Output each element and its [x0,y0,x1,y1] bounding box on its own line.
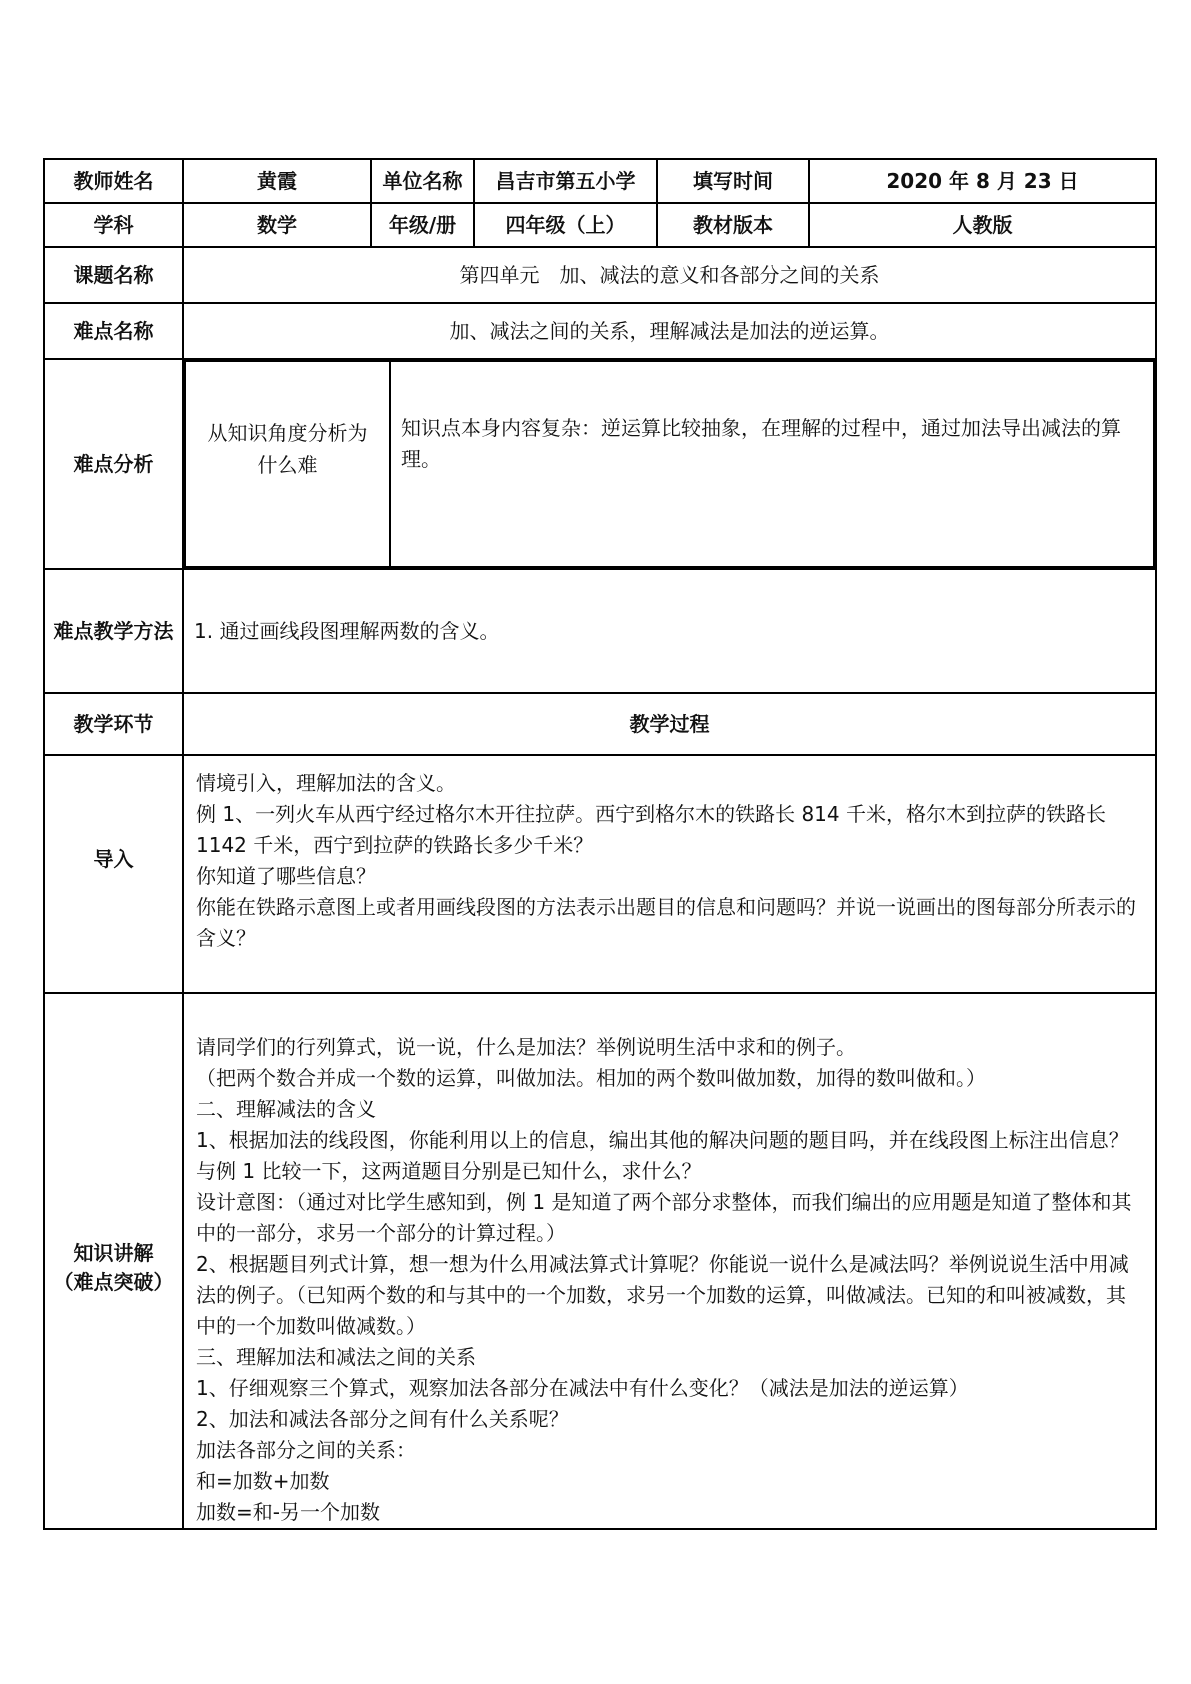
knowledge-label-text [45,1225,182,1297]
intro-content [183,755,1156,993]
unit-name-label: 单位名称 [371,159,474,203]
header-row-2 [44,203,1156,247]
analysis-text-cell [390,361,1154,567]
knowledge-row [44,993,1156,1529]
analysis-subtable [184,360,1155,568]
teacher-name-value: 黄霞 [183,159,371,203]
knowledge-line: 二、理解减法的含义 [196,1097,376,1121]
topic-label: 课题名称 [44,247,183,303]
analysis-text: 知识点本身内容复杂：逆运算比较抽象，在理解的过程中，通过加法导出减法的算理。 [401,416,1121,471]
knowledge-line: 2、根据题目列式计算，想一想为什么用减法算式计算呢？你能说一说什么是减法吗？举例说说生活中用减法的例子。（已知两个数的和与其中的一个加数，求另一个加数的运算，叫做减法。已知的和叫被减数，其中的一个加数叫做减数。） [196,1252,1129,1338]
knowledge-line: 加数=和-另一个加数 [196,1500,380,1524]
analysis-sub-label-text: 从知识角度分析为什么难 [207,421,368,477]
analysis-row [44,359,1156,569]
grade-value: 四年级（上） [474,203,657,247]
teaching-process-label: 教学过程 [183,693,1156,755]
lesson-plan-table [43,158,1157,1530]
knowledge-line: 请同学们的行列算式，说一说，什么是加法？举例说明生活中求和的例子。 [196,1035,856,1059]
intro-line: 你能在铁路示意图上或者用画线段图的方法表示出题目的信息和问题吗？并说一说画出的图每部分所表示的含义？ [196,895,1136,950]
edition-value: 人教版 [809,203,1156,247]
edition-label: 教材版本 [657,203,809,247]
difficulty-row [44,303,1156,359]
knowledge-text-block [184,994,1155,1528]
knowledge-line: 设计意图：（通过对比学生感知到，例 1 是知道了两个部分求整体，而我们编出的应用题是知道了整体和其中的一部分，求另一个部分的计算过程。） [196,1190,1132,1245]
header-row-1 [44,159,1156,203]
knowledge-line: 三、理解加法和减法之间的关系 [196,1345,476,1369]
teacher-name-label: 教师姓名 [44,159,183,203]
intro-text-block [184,756,1155,954]
knowledge-line: 加法各部分之间的关系： [196,1438,416,1462]
knowledge-line: 2、加法和减法各部分之间有什么关系呢？ [196,1407,569,1431]
subject-label: 学科 [44,203,183,247]
knowledge-line: 和=加数+加数 [196,1469,330,1493]
intro-line: 你知道了哪些信息？ [196,864,376,888]
intro-line: 情境引入，理解加法的含义。 [196,771,456,795]
process-header-row [44,693,1156,755]
knowledge-label-line1: 知识讲解 [73,1241,154,1265]
intro-row [44,755,1156,993]
knowledge-label-line2: （难点突破） [53,1270,174,1294]
knowledge-label [44,993,183,1529]
intro-label-text: 导入 [93,847,134,871]
analysis-label: 难点分析 [44,359,183,569]
knowledge-content [183,993,1156,1529]
method-cell [183,569,1156,693]
teaching-step-label: 教学环节 [44,693,183,755]
fill-date-label: 填写时间 [657,159,809,203]
unit-name-value: 昌吉市第五小学 [474,159,657,203]
fill-date-value: 2020 年 8 月 23 日 [809,159,1156,203]
method-text: 1. 通过画线段图理解两数的含义。 [194,619,500,643]
knowledge-line: （把两个数合并成一个数的运算，叫做加法。相加的两个数叫做加数，加得的数叫做和。） [196,1066,986,1090]
difficulty-value: 加、减法之间的关系，理解减法是加法的逆运算。 [183,303,1156,359]
method-label: 难点教学方法 [44,569,183,693]
intro-label [44,755,183,993]
subject-value: 数学 [183,203,371,247]
method-row [44,569,1156,693]
grade-label: 年级/册 [371,203,474,247]
intro-line: 例 1、一列火车从西宁经过格尔木开往拉萨。西宁到格尔木的铁路长 814 千米，格尔木到拉萨的铁路长 1142 千米，西宁到拉萨的铁路长多少千米？ [196,802,1106,857]
difficulty-label: 难点名称 [44,303,183,359]
knowledge-line: 1、仔细观察三个算式，观察加法各部分在减法中有什么变化？（减法是加法的逆运算） [196,1376,969,1400]
knowledge-line: 1、根据加法的线段图，你能利用以上的信息，编出其他的解决问题的题目吗，并在线段图上标注出信息？与例 1 比较一下，这两道题目分别是已知什么，求什么？ [196,1128,1129,1183]
analysis-sub-label [185,361,390,567]
analysis-content [183,359,1156,569]
topic-value: 第四单元 加、减法的意义和各部分之间的关系 [183,247,1156,303]
topic-row [44,247,1156,303]
